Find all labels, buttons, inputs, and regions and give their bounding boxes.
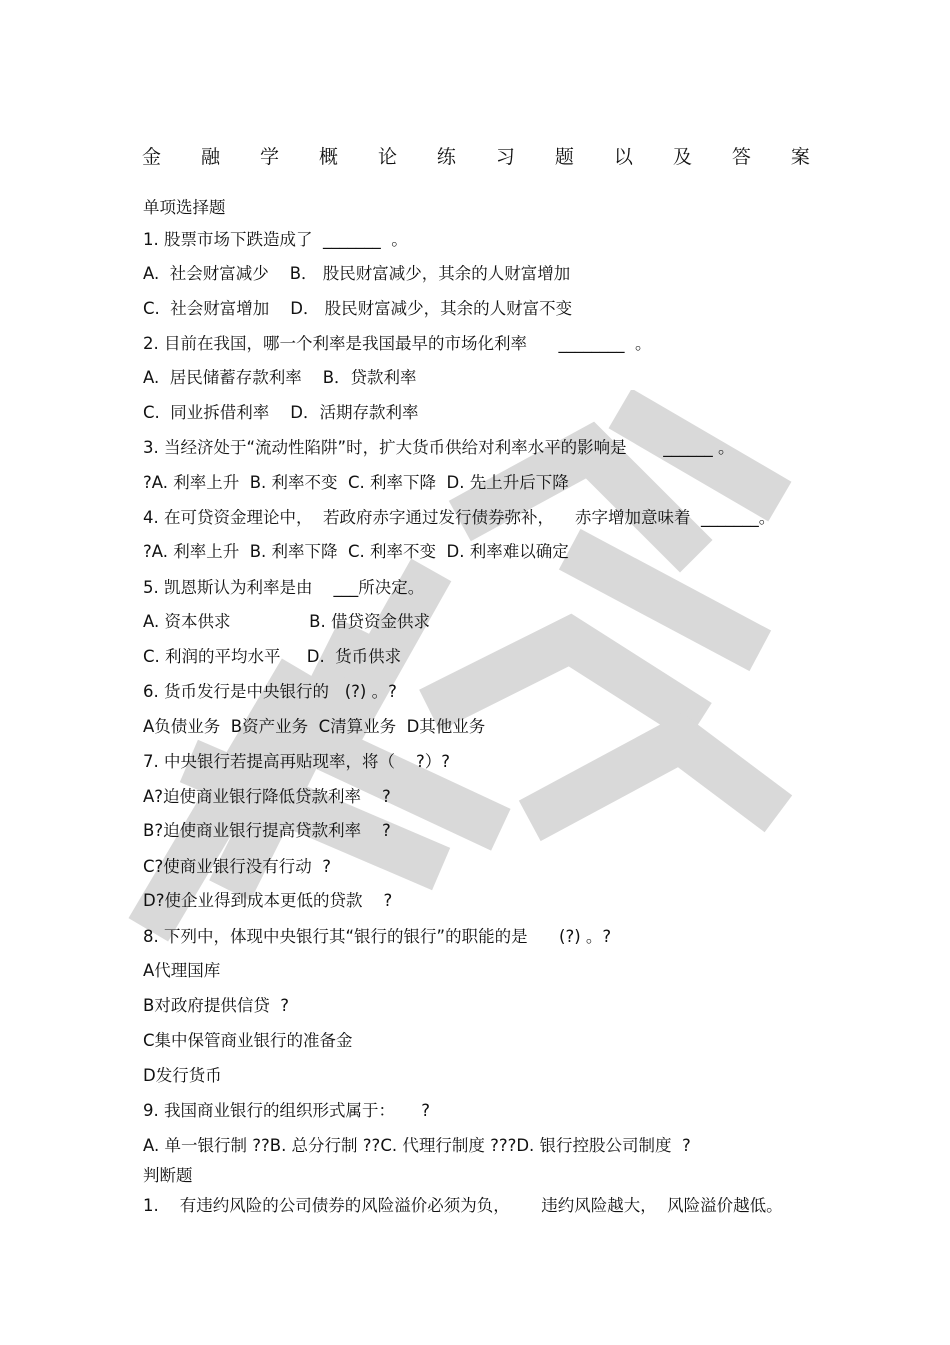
question-line: 2. 目前在我国，哪一个利率是我国最早的市场化利率 ________ 。	[143, 334, 652, 353]
title-char: 概	[318, 146, 338, 168]
option-line: C. 社会财富增加 D． 股民财富减少，其余的人财富不变	[143, 299, 573, 318]
question-line: 7. 中央银行若提高再贴现率，将（ ?）?	[143, 752, 450, 771]
section-heading-single-choice: 单项选择题	[143, 198, 226, 217]
option-line: C. 同业拆借利率 D．活期存款利率	[143, 403, 419, 422]
title-char: 练	[436, 146, 456, 168]
question-line: 6. 货币发行是中央银行的 (?) 。?	[143, 682, 397, 701]
option-line: A. 社会财富减少 B． 股民财富减少，其余的人财富增加	[143, 264, 571, 283]
title-char: 及	[672, 146, 692, 168]
option-line: B?迫使商业银行提高贷款利率 ?	[143, 821, 391, 840]
question-line: 3. 当经济处于“流动性陷阱”时，扩大货币供给对利率水平的影响是 ______ 。	[143, 438, 735, 457]
title-char: 学	[259, 146, 279, 168]
option-line: A负债业务 B资产业务 C清算业务 D其他业务	[143, 717, 486, 736]
title-char: 金	[142, 146, 162, 168]
title-char: 题	[554, 146, 574, 168]
question-line: 1. 有违约风险的公司债券的风险溢价必须为负， 违约风险越大， 风险溢价越低。	[143, 1196, 783, 1215]
title-char: 以	[613, 146, 633, 168]
document-title	[142, 142, 810, 169]
option-line: A?迫使商业银行降低贷款利率 ?	[143, 787, 391, 806]
section-heading-true-false: 判断题	[143, 1166, 193, 1185]
title-char: 案	[790, 146, 810, 168]
title-char: 答	[731, 146, 751, 168]
option-line: D?使企业得到成本更低的贷款 ?	[143, 891, 393, 910]
option-line: A代理国库	[143, 961, 221, 980]
option-line: C集中保管商业银行的准备金	[143, 1031, 353, 1050]
title-char: 习	[495, 146, 515, 168]
question-line: 9. 我国商业银行的组织形式属于： ?	[143, 1101, 430, 1120]
option-line: A. 居民储蓄存款利率 B．贷款利率	[143, 368, 417, 387]
option-line: A. 单一银行制 ??B. 总分行制 ??C. 代理行制度 ???D. 银行控股公司制度 ?	[143, 1136, 691, 1155]
question-line: 4. 在可贷资金理论中， 若政府赤字通过发行债券弥补， 赤字增加意味着 _______。	[143, 508, 776, 527]
question-line: 1. 股票市场下跌造成了 _______ 。	[143, 230, 408, 249]
option-line: ?A. 利率上升 B. 利率不变 C. 利率下降 D. 先上升后下降	[143, 473, 569, 492]
title-char: 融	[200, 146, 220, 168]
option-line: C. 利润的平均水平 D. 货币供求	[143, 647, 402, 666]
option-line: ?A. 利率上升 B. 利率下降 C. 利率不变 D. 利率难以确定	[143, 542, 569, 561]
option-line: C?使商业银行没有行动 ?	[143, 857, 332, 876]
option-line: B对政府提供信贷 ?	[143, 996, 290, 1015]
question-line: 8. 下列中，体现中央银行其“银行的银行”的职能的是 (?) 。?	[143, 927, 612, 946]
option-line: A. 资本供求 B. 借贷资金供求	[143, 612, 430, 631]
title-char: 论	[377, 146, 397, 168]
question-line: 5. 凯恩斯认为利率是由 ___所决定。	[143, 578, 425, 597]
option-line: D发行货币	[143, 1066, 222, 1085]
